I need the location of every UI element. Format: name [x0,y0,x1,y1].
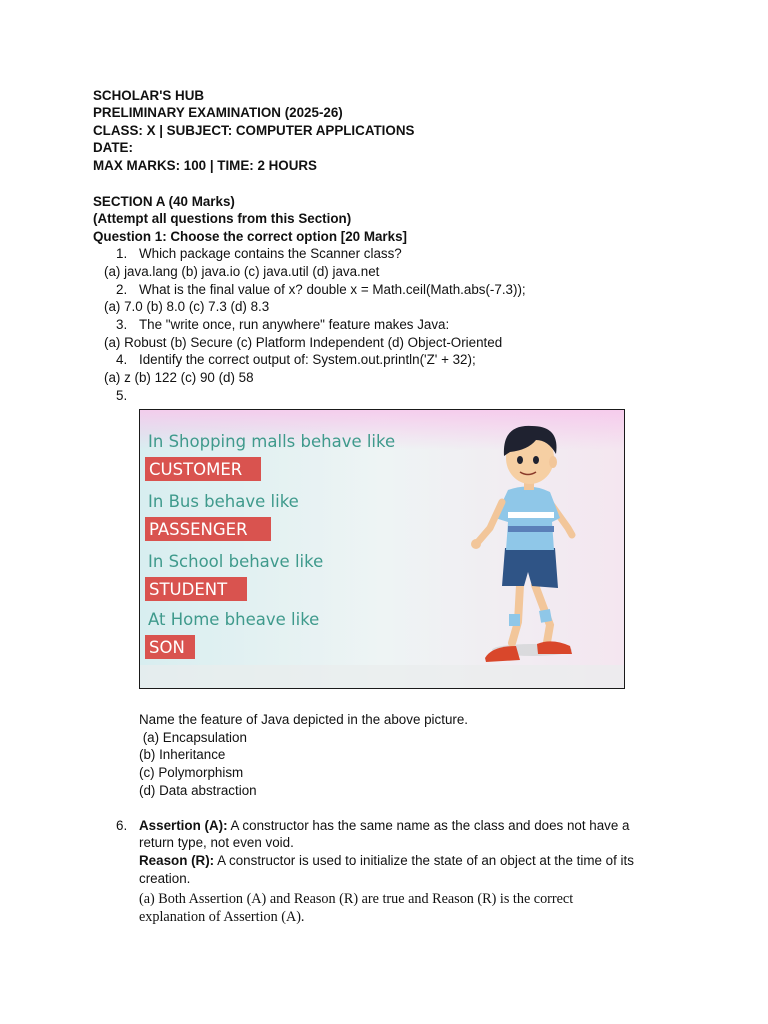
ear [549,456,557,468]
reason-label: Reason (R): [139,853,215,868]
question-number: 4. [116,352,128,367]
date-label: DATE: [93,140,133,155]
question-number: 1. [116,246,128,261]
question-options: (a) Robust (b) Secure (c) Platform Independent (d) Object-Oriented [104,335,503,350]
assertion-text: A constructor has the same name as the class and does not have a [227,818,630,833]
reason-line [139,852,634,869]
picture-caption: At Home bheave like [148,610,320,629]
section-title: SECTION A (40 Marks) [93,194,235,209]
class-subject: CLASS: X | SUBJECT: COMPUTER APPLICATIONS [93,123,415,138]
role-tag: STUDENT [149,580,228,599]
picture-caption: In Bus behave like [148,492,299,511]
question-text: Which package contains the Scanner class? [139,246,402,261]
hand [471,539,481,549]
back-sock [539,609,552,623]
q5-option: (c) Polymorphism [139,765,244,780]
assertion-label: Assertion (A): [139,818,228,833]
q6-option-a-cont: explanation of Assertion (A). [139,909,305,925]
question-options: (a) z (b) 122 (c) 90 (d) 58 [104,370,254,385]
question-text: Identify the correct output of: System.out.println('Z' + 32); [139,352,476,367]
question-heading: Question 1: Choose the correct option [20 Marks] [93,229,407,244]
question-text: What is the final value of x? double x = Math.ceil(Math.abs(-7.3)); [139,282,526,297]
q5-prompt: Name the feature of Java depicted in the above picture. [139,712,469,727]
q5-option: (a) Encapsulation [139,730,247,745]
shirt-stripe [508,512,554,518]
picture-floor [140,665,625,689]
reason-text: A constructor is used to initialize the state of an object at the time of its [214,853,634,868]
picture-caption: In Shopping malls behave like [148,432,396,451]
question-options: (a) 7.0 (b) 8.0 (c) 7.3 (d) 8.3 [104,299,270,314]
assertion-line [139,817,630,834]
exam-title: PRELIMINARY EXAMINATION (2025-26) [93,105,343,120]
marks-time: MAX MARKS: 100 | TIME: 2 HOURS [93,158,317,173]
front-sock [509,614,520,626]
eye [533,456,539,464]
picture-caption: In School behave like [148,552,324,571]
shirt-stripe [508,526,554,532]
role-tag: SON [149,638,185,657]
picture-canvas [140,410,625,689]
question-number: 6. [116,818,128,833]
role-tag: PASSENGER [149,520,248,539]
question-number: 2. [116,282,128,297]
q5-option: (d) Data abstraction [139,783,257,798]
section-instruction: (Attempt all questions from this Section) [93,211,352,226]
question-text: The "write once, run anywhere" feature makes Java: [139,317,450,332]
q6-option-a: (a) Both Assertion (A) and Reason (R) are true and Reason (R) is the correct [139,891,574,907]
reason-text-cont: creation. [139,871,191,886]
eye [517,456,523,464]
role-tag: CUSTOMER [149,460,243,479]
q5-option: (b) Inheritance [139,747,226,762]
polymorphism-picture [139,409,625,689]
question-options: (a) java.lang (b) java.io (c) java.util (d) java.net [104,264,380,279]
assertion-text-cont: return type, not even void. [139,835,294,850]
school-name: SCHOLAR'S HUB [93,88,205,103]
question-number: 5. [116,388,128,403]
question-number: 3. [116,317,128,332]
